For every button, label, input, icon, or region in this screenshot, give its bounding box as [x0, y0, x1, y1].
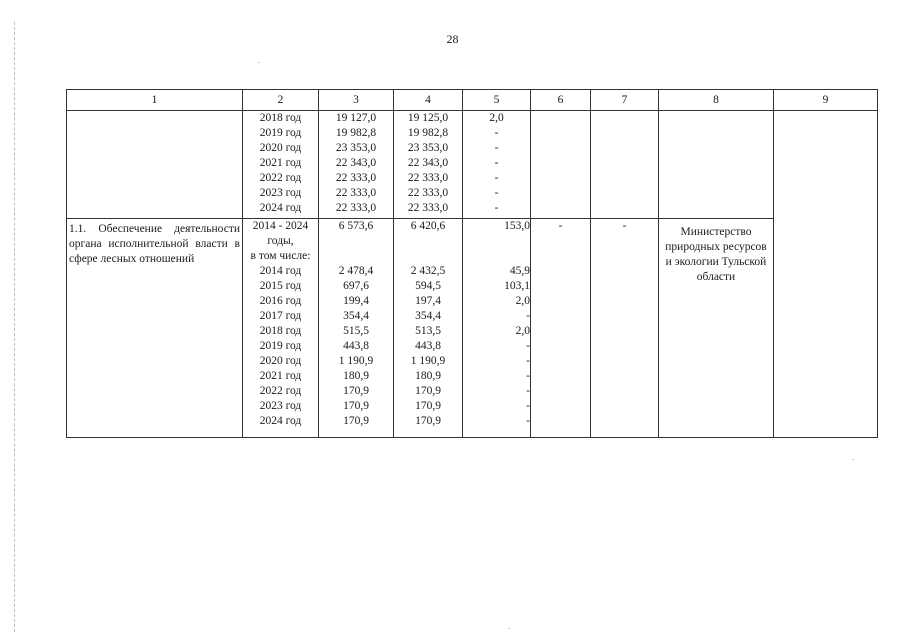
scan-speck: [852, 459, 854, 460]
amount-value: 170,9: [415, 415, 441, 427]
amount-value: 22 333,0: [335, 187, 377, 199]
item-col5-cell: [463, 219, 531, 438]
amount-value: 354,4: [415, 310, 441, 322]
column-number-6: 6: [531, 90, 591, 111]
amount-value: 45,9: [509, 265, 530, 277]
year-label: 2023 год: [259, 187, 302, 199]
amount-value: 170,9: [343, 415, 369, 427]
period-label: 2014 - 2024: [252, 220, 309, 232]
table-row-continuation: [67, 111, 878, 219]
year-label: 2022 год: [259, 385, 302, 397]
year-label: 2023 год: [259, 400, 302, 412]
amount-value: 170,9: [415, 400, 441, 412]
amount-value: 180,9: [415, 370, 441, 382]
amount-value: -: [494, 187, 499, 199]
amount-value: -: [494, 202, 499, 214]
amount-value: -: [526, 370, 530, 382]
amount-value: 19 982,8: [407, 127, 449, 139]
page-left-edge-marks: [14, 22, 15, 632]
page-number: 28: [446, 32, 459, 46]
amount-value: 22 333,0: [407, 187, 449, 199]
amount-value: 170,9: [343, 385, 369, 397]
table-header-row: [67, 90, 878, 111]
amount-value: -: [526, 310, 530, 322]
amount-value: -: [494, 142, 499, 154]
amount-value: 354,4: [343, 310, 369, 322]
continuation-col8-cell: [659, 111, 774, 219]
continuation-col6-cell: [531, 111, 591, 219]
year-label: 2024 год: [259, 415, 302, 427]
amount-value: 697,6: [343, 280, 369, 292]
column-number-3: 3: [319, 90, 394, 111]
amount-value: 515,5: [343, 325, 369, 337]
item-col3-cell: [319, 219, 394, 438]
item-executor-cell: [659, 219, 774, 438]
amount-value: -: [494, 172, 499, 184]
year-label: 2018 год: [259, 325, 302, 337]
amount-value: 2 478,4: [338, 265, 374, 277]
amount-value: 22 333,0: [335, 172, 377, 184]
amount-value: 2,0: [489, 112, 504, 124]
column-number-1: 1: [67, 90, 243, 111]
amount-value: -: [526, 415, 530, 427]
amount-value: [394, 234, 462, 249]
item-col4-cell: [394, 219, 463, 438]
year-label: 2020 год: [259, 142, 302, 154]
executor-name: Министерство природных ресурсов и экологии Тульской области: [665, 226, 767, 283]
amount-value: 103,1: [504, 280, 530, 292]
continuation-col3-cell: [319, 111, 394, 219]
empty-value-dash: -: [558, 220, 563, 232]
amount-value: 2 432,5: [410, 265, 446, 277]
year-label: 2017 год: [259, 310, 302, 322]
period-label: в том числе:: [250, 250, 311, 262]
year-label: 2019 год: [259, 340, 302, 352]
item-col7-cell: [591, 219, 659, 438]
continuation-col5-cell: [463, 111, 531, 219]
amount-value: 22 333,0: [335, 202, 377, 214]
amount-value: 153,0: [504, 220, 530, 232]
amount-value: [394, 249, 462, 264]
amount-value: -: [494, 157, 499, 169]
scan-speck: [508, 628, 510, 629]
amount-value: 180,9: [343, 370, 369, 382]
amount-value: 170,9: [415, 385, 441, 397]
amount-value: 6 420,6: [410, 220, 446, 232]
year-label: 2020 год: [259, 355, 302, 367]
year-label: 2015 год: [259, 280, 302, 292]
item-description: 1.1. Обеспечение деятельности органа исполнительной власти в сфере лесных отношений: [69, 223, 240, 265]
amount-value: 19 982,8: [335, 127, 377, 139]
amount-value: [319, 234, 393, 249]
continuation-col4-cell: [394, 111, 463, 219]
amount-value: 197,4: [415, 295, 441, 307]
year-label: 2018 год: [259, 112, 302, 124]
amount-value: 2,0: [515, 325, 530, 337]
column-number-7: 7: [591, 90, 659, 111]
year-label: 2014 год: [259, 265, 302, 277]
amount-value: [463, 234, 530, 249]
amount-value: [319, 249, 393, 264]
column-number-5: 5: [463, 90, 531, 111]
amount-value: -: [526, 385, 530, 397]
scan-speck: [258, 62, 260, 63]
amount-value: 23 353,0: [335, 142, 377, 154]
amount-value: 23 353,0: [407, 142, 449, 154]
year-label: 2024 год: [259, 202, 302, 214]
budget-table: [66, 89, 878, 438]
amount-value: 19 125,0: [407, 112, 449, 124]
amount-value: 594,5: [415, 280, 441, 292]
amount-value: 1 190,9: [338, 355, 374, 367]
amount-value: 19 127,0: [335, 112, 377, 124]
empty-value-dash: -: [622, 220, 627, 232]
column-number-2: 2: [243, 90, 319, 111]
amount-value: 2,0: [515, 295, 530, 307]
column-number-9: 9: [774, 90, 878, 111]
amount-value: 443,8: [415, 340, 441, 352]
item-description-cell: [67, 219, 243, 438]
amount-value: [463, 249, 530, 264]
period-label: годы,: [267, 235, 294, 247]
amount-value: 199,4: [343, 295, 369, 307]
amount-value: 6 573,6: [338, 220, 374, 232]
year-label: 2016 год: [259, 295, 302, 307]
year-label: 2021 год: [259, 157, 302, 169]
amount-value: 22 333,0: [407, 202, 449, 214]
year-label: 2021 год: [259, 370, 302, 382]
continuation-col7-cell: [591, 111, 659, 219]
amount-value: -: [494, 127, 499, 139]
amount-value: 443,8: [343, 340, 369, 352]
amount-value: -: [526, 400, 530, 412]
amount-value: -: [526, 355, 530, 367]
amount-value: 513,5: [415, 325, 441, 337]
continuation-years-cell: [243, 111, 319, 219]
amount-value: 170,9: [343, 400, 369, 412]
item-col6-cell: [531, 219, 591, 438]
item-years-cell: [243, 219, 319, 438]
column-9-cell: [774, 111, 878, 438]
amount-value: 22 333,0: [407, 172, 449, 184]
amount-value: 22 343,0: [407, 157, 449, 169]
year-label: 2019 год: [259, 127, 302, 139]
amount-value: 1 190,9: [410, 355, 446, 367]
amount-value: 22 343,0: [335, 157, 377, 169]
year-label: 2022 год: [259, 172, 302, 184]
table-row-item-1-1: [67, 219, 878, 438]
column-number-8: 8: [659, 90, 774, 111]
column-number-4: 4: [394, 90, 463, 111]
continuation-description-cell: [67, 111, 243, 219]
amount-value: -: [526, 340, 530, 352]
